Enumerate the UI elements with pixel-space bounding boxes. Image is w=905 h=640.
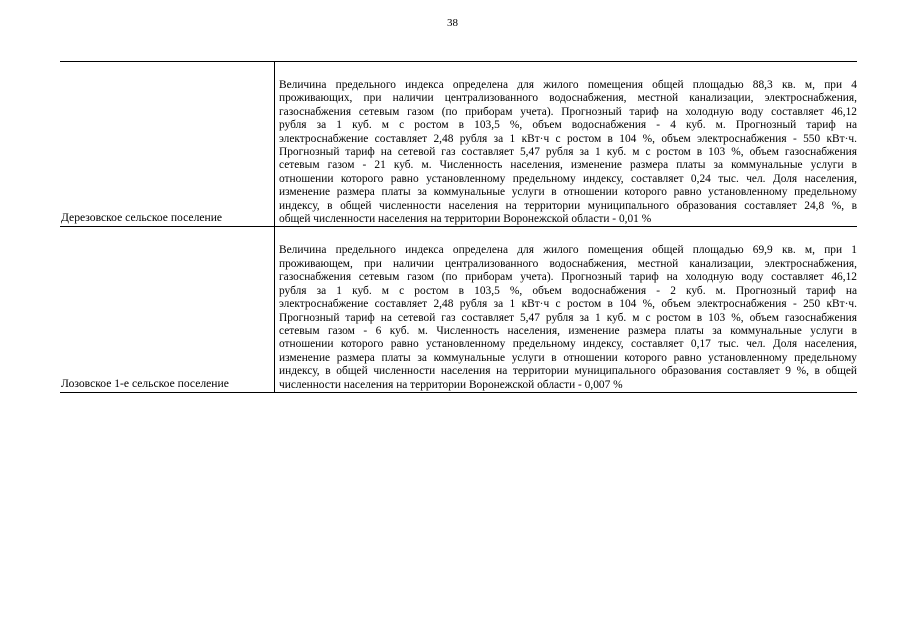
description-line: Величина предельного индекса определена для жилого помещения общей площадью 88,3 кв. м, при 4 [279, 79, 857, 91]
description-line: проживающем, при наличии централизованного водоснабжения, местной канализации, электроснабжения, [279, 257, 857, 270]
description-line: сетевым газом - 6 куб. м. Численность населения, изменение размера платы за коммунальные услуги в [279, 324, 857, 337]
description-line: Прогнозный тариф на сетевой газ составляет 5,47 рубля за 1 куб. м с ростом в 103 %, объем газоснабжения [279, 146, 857, 159]
description-line: проживающих, при наличии централизованного водоснабжения, местной канализации, электроснабжения, [279, 92, 857, 105]
description-line: электроснабжение составляет 2,48 рубля за 1 кВт·ч с ростом в 104 %, объем электроснабжения - 250 кВт·ч. [279, 298, 857, 311]
description-line: изменение размера платы за коммунальные услуги в отношении которого равно установленному предельному [279, 351, 857, 364]
settlement-name-text: Лозовское 1-е сельское поселение [61, 376, 229, 390]
settlement-name [60, 62, 275, 226]
settlement-description [275, 227, 857, 391]
description-line: электроснабжение составляет 2,48 рубля за 1 кВт·ч с ростом в 104 %, объем электроснабжения - 550 кВт·ч. [279, 132, 857, 145]
settlement-name-text: Дерезовское сельское поселение [61, 211, 223, 225]
settlement-name [60, 227, 275, 391]
description-line: изменение размера платы за коммунальные услуги в отношении которого равно установленному предельному [279, 186, 857, 199]
table-row [60, 226, 857, 391]
settlement-description [275, 62, 857, 226]
description-line: газоснабжения сетевым газом (по приборам учета). Прогнозный тариф на холодную воду составляет 46,12 [279, 105, 857, 118]
description-line: общей численности населения на территории Воронежской области - 0,01 % [279, 213, 652, 226]
description-line: индексу, в общей численности населения на территории муниципального образования составляет 24,8 %, в [279, 199, 857, 212]
description-line: отношении которого равно установленному предельному индексу, составляет 0,17 тыс. чел. Доля населения, [279, 338, 857, 351]
description-line: численности населения на территории Воронежской области - 0,007 % [279, 378, 623, 391]
table-row [60, 62, 857, 226]
description-line: рубля за 1 куб. м с ростом в 103,5 %, объем водоснабжения - 2 куб. м. Прогнозный тариф на [279, 284, 857, 297]
description-line: отношении которого равно установленному предельному индексу, составляет 0,24 тыс. чел. Доля населения, [279, 172, 857, 185]
page-number: 38 [447, 17, 458, 29]
description-line: газоснабжения сетевым газом (по приборам учета). Прогнозный тариф на холодную воду составляет 46,12 [279, 271, 857, 284]
settlements-table [60, 61, 857, 393]
description-line: рубля за 1 куб. м с ростом в 103,5 %, объем водоснабжения - 4 куб. м. Прогнозный тариф на [279, 119, 857, 132]
description-line: индексу, в общей численности населения на территории муниципального образования составляет 9 %, в общей [279, 365, 857, 378]
description-line: Величина предельного индекса определена для жилого помещения общей площадью 69,9 кв. м, при 1 [279, 244, 857, 257]
description-line: Прогнозный тариф на сетевой газ составляет 5,47 рубля за 1 куб. м с ростом в 103 %, объем газоснабжения [279, 311, 857, 324]
description-line: сетевым газом - 21 куб. м. Численность населения, изменение размера платы за коммунальные услуги в [279, 159, 857, 172]
